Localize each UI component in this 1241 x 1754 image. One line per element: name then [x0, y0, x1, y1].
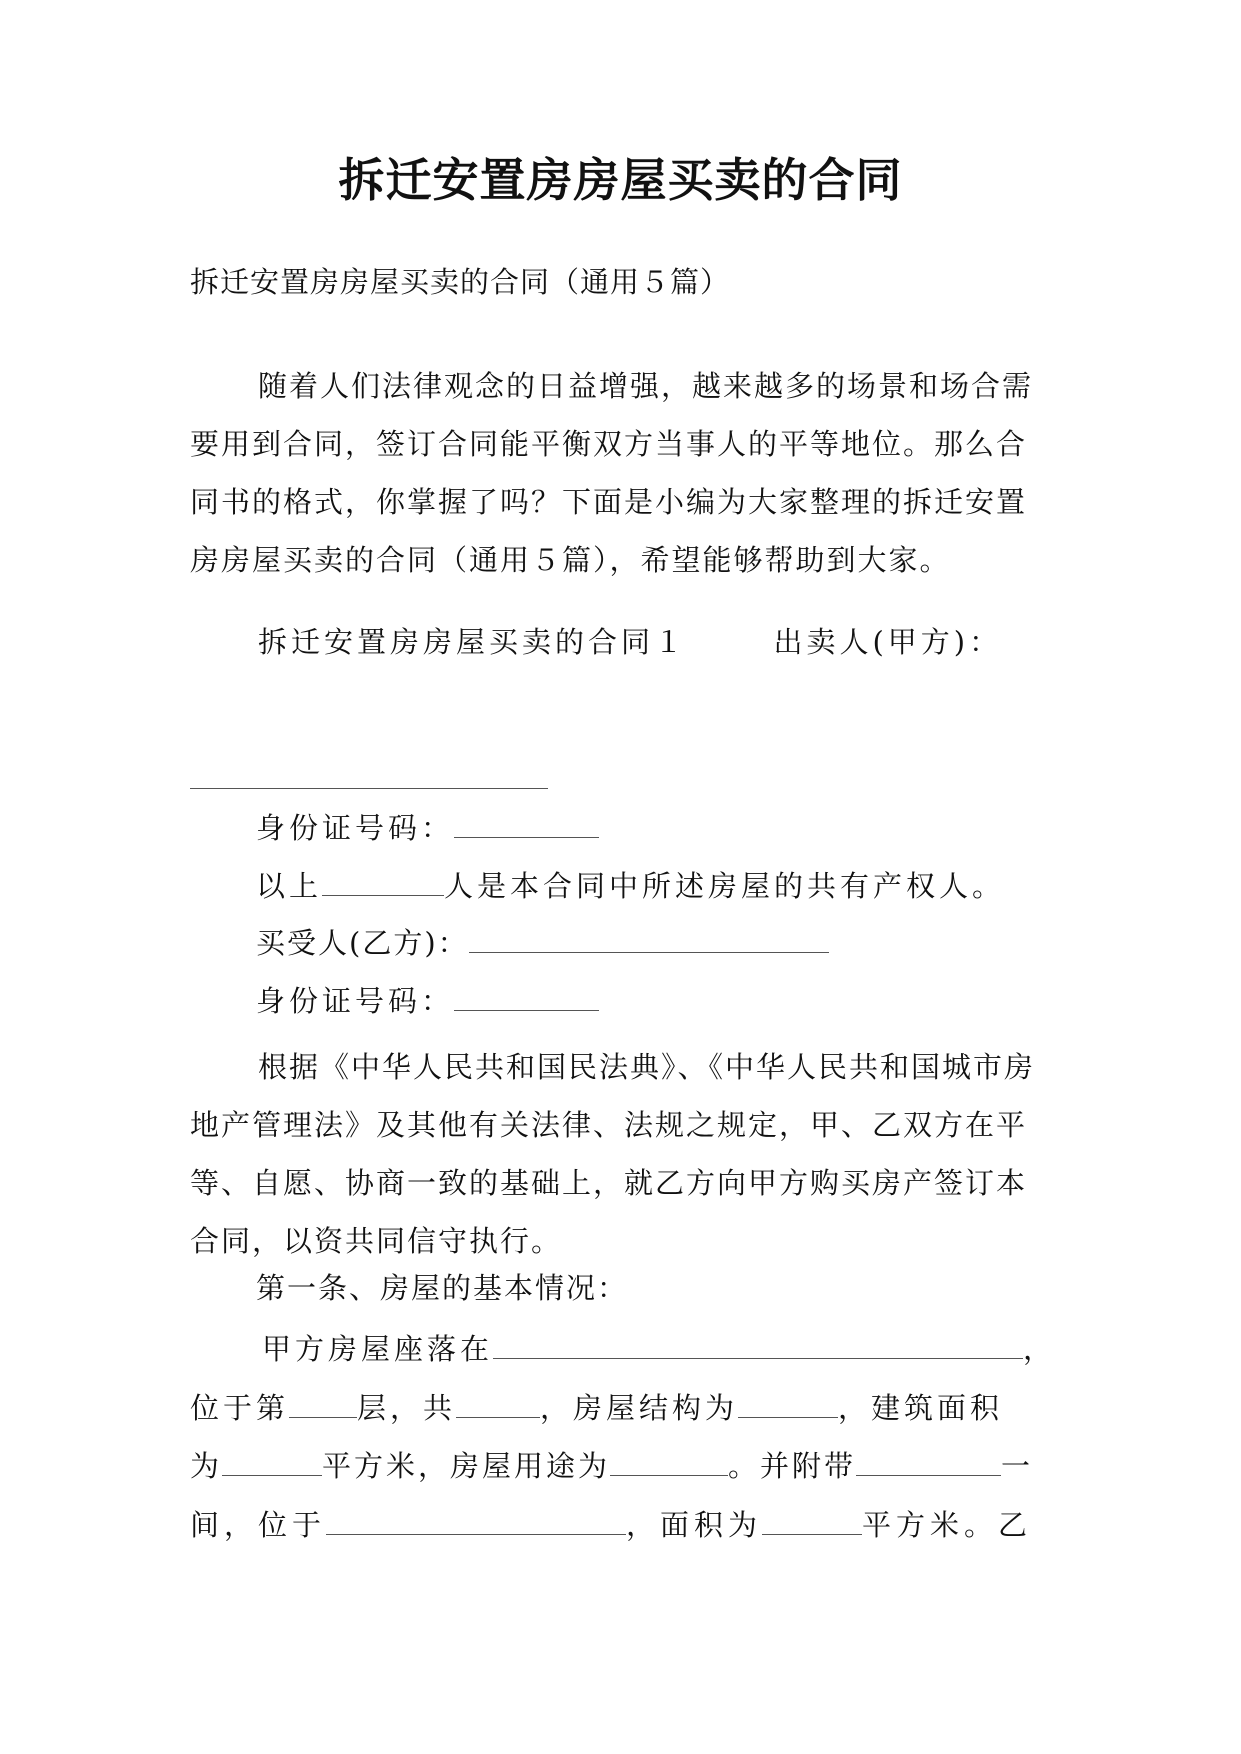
location-blank — [493, 1328, 1023, 1359]
basis-paragraph: 根据《中华人民共和国民法典》、《中华人民共和国城市房地产管理法》及其他有关法律、法规之规定，甲、乙双方在平等、自愿、协商一致的基础上，就乙方向甲方购买房产签订本合同，以资共同信守执行。 — [190, 1050, 1036, 1258]
a1-text-6: ，建筑面积 — [838, 1391, 1004, 1425]
contract1-heading: 拆迁安置房房屋买卖的合同１ — [258, 625, 688, 659]
a1-text-3: 位于第 — [190, 1391, 290, 1425]
attachment-area-blank — [762, 1504, 862, 1535]
structure-blank — [738, 1387, 838, 1418]
article1-line-4 — [190, 1504, 1032, 1545]
a1-text-11: 间，位于 — [190, 1508, 327, 1542]
buyer-label: 买受人(乙方)： — [256, 926, 469, 960]
contract1-heading-line — [258, 622, 1002, 662]
article1-line-1 — [262, 1328, 1056, 1369]
article1-line-2 — [190, 1387, 1003, 1428]
a1-text-2: ， — [1023, 1332, 1057, 1366]
co-owners-line — [256, 865, 1005, 906]
co-owners-suffix: 人是本合同中所述房屋的共有产权人。 — [444, 869, 1006, 903]
a1-text-8: 平方米，房屋用途为 — [322, 1449, 611, 1483]
co-owners-blank — [322, 865, 444, 896]
total-floors-blank — [456, 1387, 540, 1418]
buyer-line — [256, 922, 829, 963]
intro-paragraph: 随着人们法律观念的日益增强，越来越多的场景和场合需要用到合同，签订合同能平衡双方当事人的平等地位。那么合同书的格式，你掌握了吗？下面是小编为大家整理的拆迁安置房房屋买卖的合同（通用５篇），希望能够帮助到大家。 — [190, 369, 1034, 577]
seller-blank — [190, 758, 548, 789]
a1-text-5: ，房屋结构为 — [540, 1391, 739, 1425]
buyer-id-label: 身份证号码： — [256, 984, 455, 1018]
buyer-id-blank — [454, 980, 599, 1011]
attachment-blank — [856, 1445, 1001, 1476]
article1-heading: 第一条、房屋的基本情况： — [256, 1271, 629, 1305]
co-owners-prefix: 以上 — [256, 869, 323, 903]
buyer-id-line — [256, 980, 599, 1021]
area-blank — [222, 1445, 322, 1476]
floor-blank — [289, 1387, 357, 1418]
a1-text-7: 为 — [190, 1449, 223, 1483]
seller-id-blank — [454, 807, 599, 838]
article1-line-3 — [190, 1445, 1033, 1486]
seller-id-line — [256, 807, 599, 848]
a1-text-12: ，面积为 — [626, 1508, 763, 1542]
a1-text-1: 甲方房屋座落在 — [262, 1332, 494, 1366]
a1-text-9: 。并附带 — [728, 1449, 857, 1483]
usage-blank — [610, 1445, 728, 1476]
document-title: 拆迁安置房房屋买卖的合同 — [338, 153, 903, 207]
buyer-blank — [469, 922, 829, 953]
attachment-location-blank — [326, 1504, 626, 1535]
document-subtitle: 拆迁安置房房屋买卖的合同（通用５篇） — [190, 265, 731, 299]
a1-text-13: 平方米。乙 — [862, 1508, 1033, 1542]
a1-text-10: 一 — [1001, 1449, 1034, 1483]
seller-label: 出卖人(甲方)： — [773, 625, 1003, 659]
a1-text-4: 层，共 — [357, 1391, 457, 1425]
seller-id-label: 身份证号码： — [256, 811, 455, 845]
